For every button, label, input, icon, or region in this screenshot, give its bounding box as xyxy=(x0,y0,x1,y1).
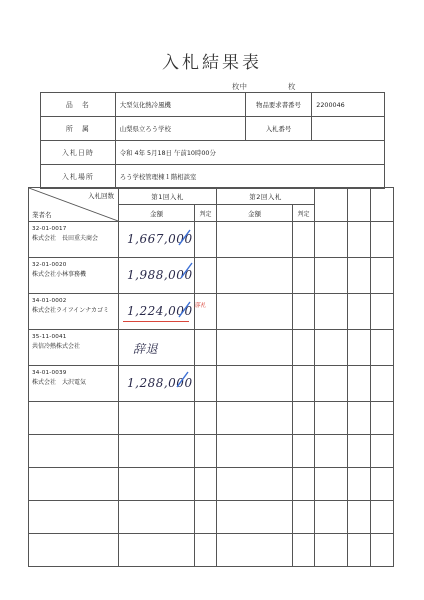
vendor-name: 株式会社小林事務機 xyxy=(32,271,87,278)
corner-vendor-label: 業者名 xyxy=(32,211,52,219)
page-counter xyxy=(232,81,296,92)
table-row xyxy=(29,258,394,294)
round1-judge-cell xyxy=(195,330,217,366)
handwritten-amount: 1,667,000 xyxy=(127,232,193,246)
round1-judge-cell xyxy=(195,222,217,258)
round1-amount-cell xyxy=(119,258,195,294)
check-mark-icon xyxy=(179,261,195,281)
extra-cell xyxy=(371,222,394,258)
table-row xyxy=(29,402,394,435)
winner-underline xyxy=(123,321,189,322)
round2-judge-cell xyxy=(293,366,315,402)
vendor-cell xyxy=(29,366,119,402)
bid-table xyxy=(28,187,394,567)
item-name-label: 品 名 xyxy=(41,93,116,117)
round2-judge-cell xyxy=(293,294,315,330)
bid-table-corner xyxy=(29,188,119,222)
vendor-code: 32-01-0017 xyxy=(32,226,67,232)
round2-amount-cell xyxy=(217,330,293,366)
table-row xyxy=(29,435,394,468)
table-row xyxy=(29,222,394,258)
extra-cell xyxy=(315,222,348,258)
table-row xyxy=(29,294,394,330)
winner-note: 落札 xyxy=(194,302,207,309)
handwritten-amount: 1,224,000 xyxy=(127,304,193,318)
dept-label: 所 属 xyxy=(41,117,116,141)
extra-cell xyxy=(371,258,394,294)
vendor-code: 32-01-0020 xyxy=(32,262,67,268)
vendor-name: 共信冷熱株式会社 xyxy=(32,343,81,350)
dept-value: 山梨県立ろう学校 xyxy=(115,117,245,141)
check-mark-icon xyxy=(175,370,191,390)
info-table xyxy=(40,92,385,189)
vendor-code: 35-11-0041 xyxy=(32,334,67,340)
round1-judge-header: 判定 xyxy=(195,205,217,222)
extra-cell xyxy=(348,330,371,366)
round1-judge-cell xyxy=(195,366,217,402)
vendor-cell xyxy=(29,258,119,294)
table-row xyxy=(29,330,394,366)
vendor-name: 株式会社 大沢電気 xyxy=(32,379,87,386)
place-label: 入札場所 xyxy=(41,165,116,189)
round1-header: 第1回入札 xyxy=(119,188,217,205)
round2-amount-cell xyxy=(217,258,293,294)
table-row xyxy=(29,534,394,567)
vendor-name: 株式会社 長田重夫商会 xyxy=(32,235,99,242)
round1-judge-cell xyxy=(195,258,217,294)
vendor-code: 34-01-0039 xyxy=(32,370,67,376)
corner-round-label: 入札回数 xyxy=(88,192,114,200)
extra-cell xyxy=(348,222,371,258)
request-no-label: 物品要求書番号 xyxy=(245,93,312,117)
handwritten-amount: 1,288,000 xyxy=(127,376,193,390)
round1-amount-cell xyxy=(119,330,195,366)
request-no-value: 2200046 xyxy=(312,93,385,117)
datetime-value: 令和 4年 5月18日 午前10時00分 xyxy=(115,141,384,165)
round1-amount-cell xyxy=(119,366,195,402)
round2-judge-header: 判定 xyxy=(293,205,315,222)
vendor-cell xyxy=(29,294,119,330)
extra-cell xyxy=(348,366,371,402)
round2-amount-cell xyxy=(217,366,293,402)
item-name-value: 大型気化熱冷風機 xyxy=(115,93,245,117)
extra-cell xyxy=(371,294,394,330)
extra-cell xyxy=(348,258,371,294)
round2-header: 第2回入札 xyxy=(217,188,315,205)
vendor-name: 株式会社ライフインナカゴミ xyxy=(32,307,109,314)
table-row xyxy=(29,366,394,402)
round2-judge-cell xyxy=(293,222,315,258)
vendor-cell xyxy=(29,330,119,366)
check-mark-icon xyxy=(177,300,193,320)
vendor-code: 34-01-0002 xyxy=(32,298,67,304)
round2-judge-cell xyxy=(293,258,315,294)
bid-no-label: 入札番号 xyxy=(245,117,312,141)
vendor-cell xyxy=(29,222,119,258)
handwritten-amount: 1,988,000 xyxy=(127,268,193,282)
extra-cell xyxy=(315,258,348,294)
table-row xyxy=(29,501,394,534)
extra-cell xyxy=(315,330,348,366)
extra-cell xyxy=(371,330,394,366)
round2-amount-header: 金額 xyxy=(217,205,293,222)
extra-cell xyxy=(348,294,371,330)
extra-col-1 xyxy=(315,188,348,222)
round1-amount-cell xyxy=(119,222,195,258)
extra-col-3 xyxy=(371,188,394,222)
document-title: 入札結果表 xyxy=(162,53,262,73)
round1-amount-cell xyxy=(119,294,207,330)
handwritten-amount: 辞退 xyxy=(133,342,159,356)
extra-cell xyxy=(315,366,348,402)
round2-amount-cell xyxy=(217,222,293,258)
page-counter-of: 枚中 xyxy=(232,82,247,91)
round2-judge-cell xyxy=(293,330,315,366)
extra-col-2 xyxy=(348,188,371,222)
extra-cell xyxy=(315,294,348,330)
round1-judge-cell xyxy=(195,294,217,330)
place-value: ろう学校管理棟１階相談室 xyxy=(115,165,384,189)
bid-no-value xyxy=(312,117,385,141)
extra-cell xyxy=(371,366,394,402)
round1-amount-header: 金額 xyxy=(119,205,195,222)
round2-amount-cell xyxy=(217,294,293,330)
check-mark-icon xyxy=(177,228,193,248)
table-row xyxy=(29,468,394,501)
datetime-label: 入札日時 xyxy=(41,141,116,165)
page-counter-sheets: 枚 xyxy=(288,82,296,91)
